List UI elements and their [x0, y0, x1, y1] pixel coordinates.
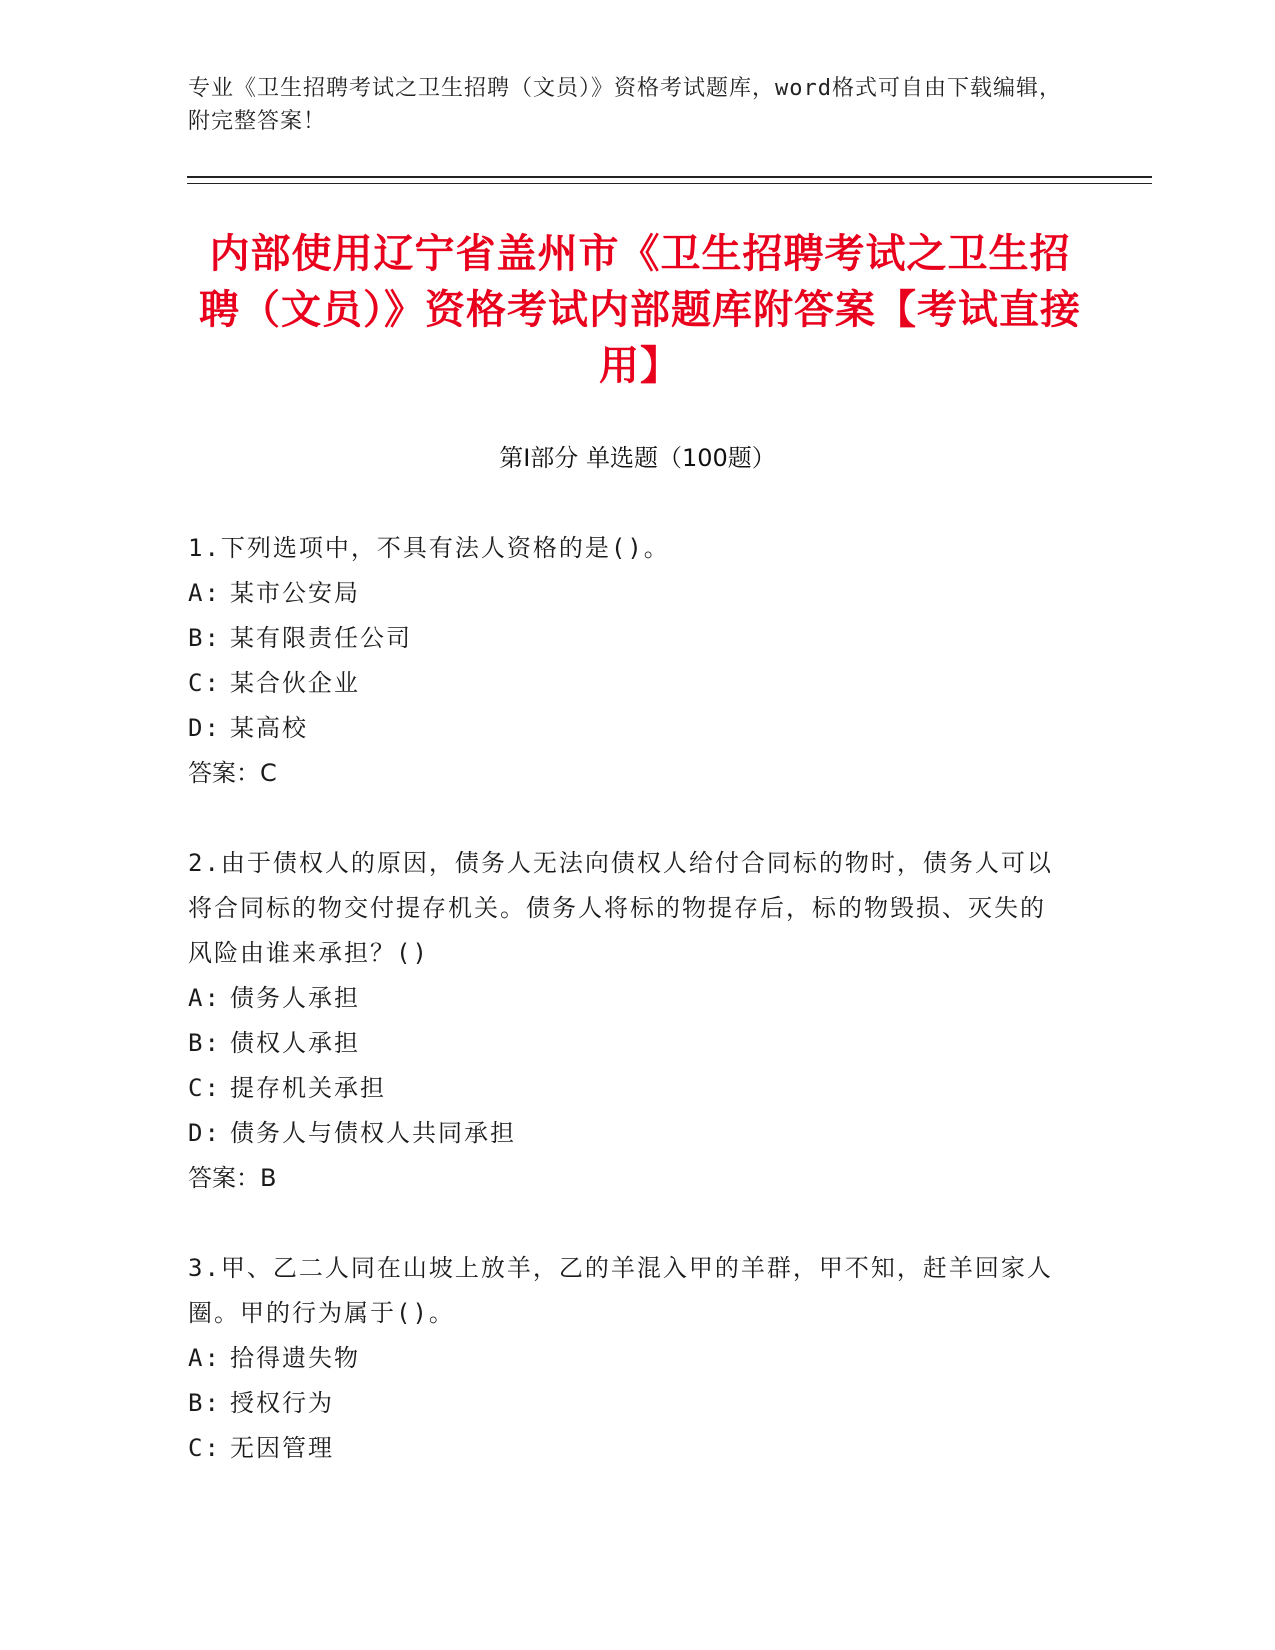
question-stem: 3.甲、乙二人同在山坡上放羊，乙的羊混入甲的羊群，甲不知，赶羊回家人圈。甲的行为属于()。: [188, 1254, 1053, 1327]
option-text: 某合伙企业: [230, 669, 360, 697]
option-a: [188, 571, 1068, 616]
header-divider-thick: [187, 176, 1152, 178]
option-b: [188, 1381, 1068, 1426]
answer-line: 答案：B: [188, 1164, 277, 1192]
option-b: [188, 616, 1068, 661]
option-key: D:: [188, 714, 221, 742]
option-key: A:: [188, 579, 221, 607]
option-key: B:: [188, 1029, 221, 1057]
option-text: 债务人与债权人共同承担: [230, 1119, 516, 1147]
option-c: [188, 661, 1068, 706]
option-d: [188, 1111, 1068, 1156]
option-text: 无因管理: [230, 1434, 334, 1462]
option-d: [188, 706, 1068, 751]
document-title: 内部使用辽宁省盖州市《卫生招聘考试之卫生招聘（文员）》资格考试内部题库附答案【考试直接用】: [199, 231, 1081, 389]
option-text: 授权行为: [230, 1389, 334, 1417]
question-stem: 1.下列选项中，不具有法人资格的是()。: [188, 534, 670, 562]
question-3: [188, 1246, 1068, 1471]
option-text: 债权人承担: [230, 1029, 360, 1057]
question-stem: 2.由于债权人的原因，债务人无法向债权人给付合同标的物时，债务人可以将合同标的物交付提存机关。债务人将标的物提存后，标的物毁损、灭失的风险由谁来承担？(): [188, 849, 1053, 967]
option-text: 债务人承担: [230, 984, 360, 1012]
option-key: C:: [188, 1074, 221, 1102]
option-b: [188, 1021, 1068, 1066]
option-key: B:: [188, 1389, 221, 1417]
option-c: [188, 1066, 1068, 1111]
option-a: [188, 976, 1068, 1021]
option-c: [188, 1426, 1068, 1471]
option-key: D:: [188, 1119, 221, 1147]
option-key: A:: [188, 1344, 221, 1372]
option-key: C:: [188, 1434, 221, 1462]
option-key: C:: [188, 669, 221, 697]
question-1: [188, 526, 1068, 796]
option-key: A:: [188, 984, 221, 1012]
option-text: 某高校: [230, 714, 308, 742]
header-divider-thin: [187, 183, 1152, 184]
question-2: [188, 841, 1068, 1201]
option-text: 拾得遗失物: [230, 1344, 360, 1372]
option-text: 某有限责任公司: [230, 624, 412, 652]
header-note: 专业《卫生招聘考试之卫生招聘（文员）》资格考试题库，word格式可自由下载编辑，附完整答案！: [188, 76, 1062, 134]
option-key: B:: [188, 624, 221, 652]
question-list: [188, 526, 1068, 1516]
option-a: [188, 1336, 1068, 1381]
answer-line: 答案：C: [188, 759, 277, 787]
option-text: 提存机关承担: [230, 1074, 386, 1102]
section-title: 第Ⅰ部分 单选题（100题）: [499, 444, 776, 472]
option-text: 某市公安局: [230, 579, 360, 607]
